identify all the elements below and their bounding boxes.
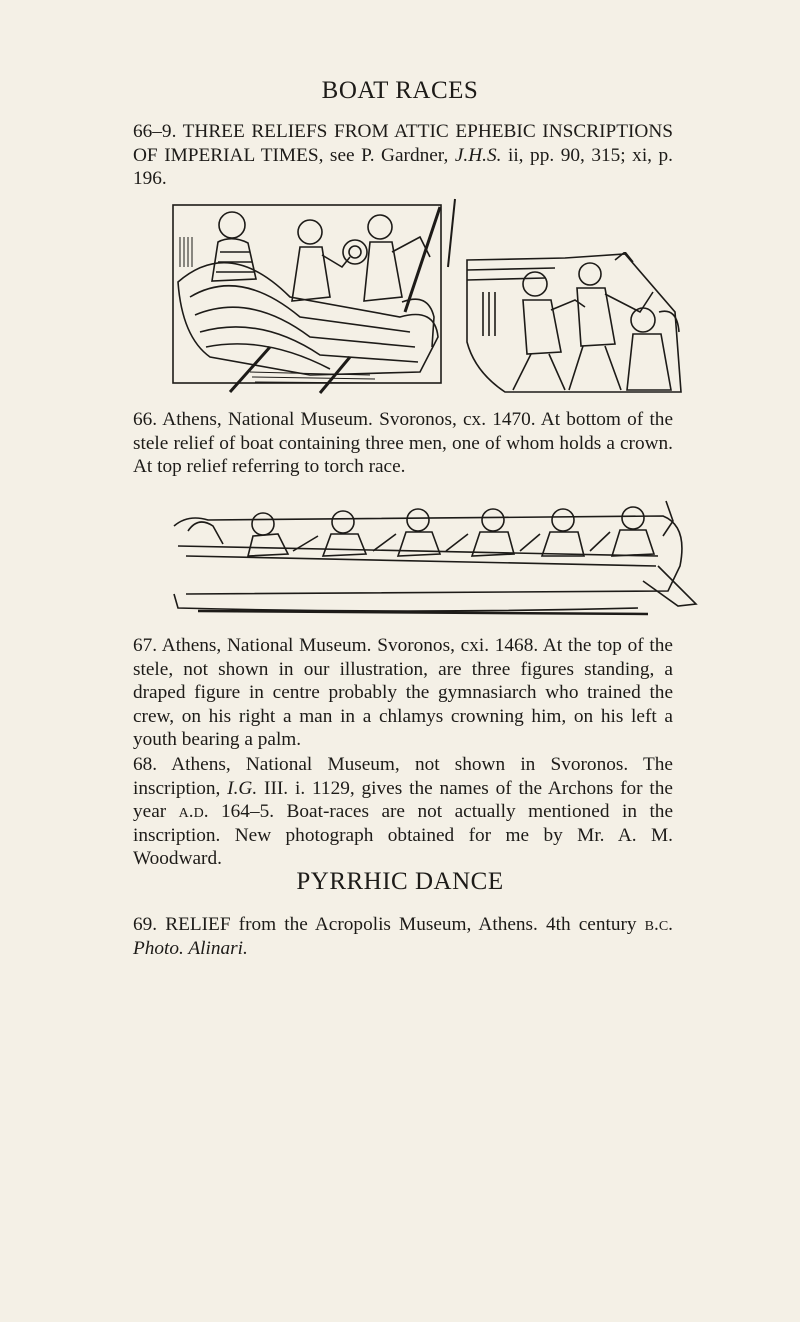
- figure-66-left: [170, 197, 460, 397]
- caption-66: 66. Athens, National Museum. Svoronos, cx. 1470. At bottom of the stele relief of boat containing three men, one of whom holds a crown. At top relief referring to torch race.: [133, 409, 673, 477]
- intro-journal: J.H.S.: [454, 144, 502, 166]
- caption-67: 67. Athens, National Museum. Svoronos, cxi. 1468. At the top of the stele, not shown in our illustration, are three figures standing, a draped figure in centre probably the gymnasiarch who trained the crew, on his right a man in a chlamys crowning him, on his left a youth bearing a palm.: [133, 635, 673, 750]
- figure-67: [168, 496, 700, 622]
- relief-torch-race-drawing: [465, 252, 685, 397]
- caption-69: [133, 913, 673, 960]
- intro-paragraph: [133, 120, 673, 191]
- running-head: BOAT RACES: [321, 77, 479, 104]
- intro-tail: ii, pp. 90, 315; xi, p. 196.: [133, 144, 673, 189]
- caption-68: [133, 753, 673, 871]
- caption-68-part2: III. i. 1129, gives the names of the Archons for the year: [133, 777, 673, 822]
- section-heading-pyrrhic-dance: PYRRHIC DANCE: [296, 868, 504, 895]
- figure-66-right: [465, 252, 685, 397]
- relief-boat-three-men-drawing: [170, 197, 460, 397]
- intro-lead: 66–9. THREE RELIEFS FROM ATTIC EPHEBIC INSCRIPTIONS OF IMPERIAL TIMES, see P. Gardner,: [133, 121, 673, 166]
- caption-69-photo: Photo. Alinari.: [133, 937, 248, 959]
- caption-68-ad: a.d.: [178, 801, 209, 822]
- relief-boat-crew-drawing: [168, 496, 700, 622]
- caption-69-part1: 69. RELIEF from the Acropolis Museum, Athens. 4th century: [133, 914, 645, 935]
- caption-68-part3: 164–5. Boat-races are not actually mentioned in the inscription. New photograph obtained for me by Mr. A. M. Woodward.: [133, 801, 674, 869]
- caption-69-bc: b.c.: [644, 914, 673, 935]
- caption-68-ig: I.G.: [227, 777, 258, 799]
- caption-68-part1: 68. Athens, National Museum, not shown in Svoronos. The inscription,: [133, 754, 673, 799]
